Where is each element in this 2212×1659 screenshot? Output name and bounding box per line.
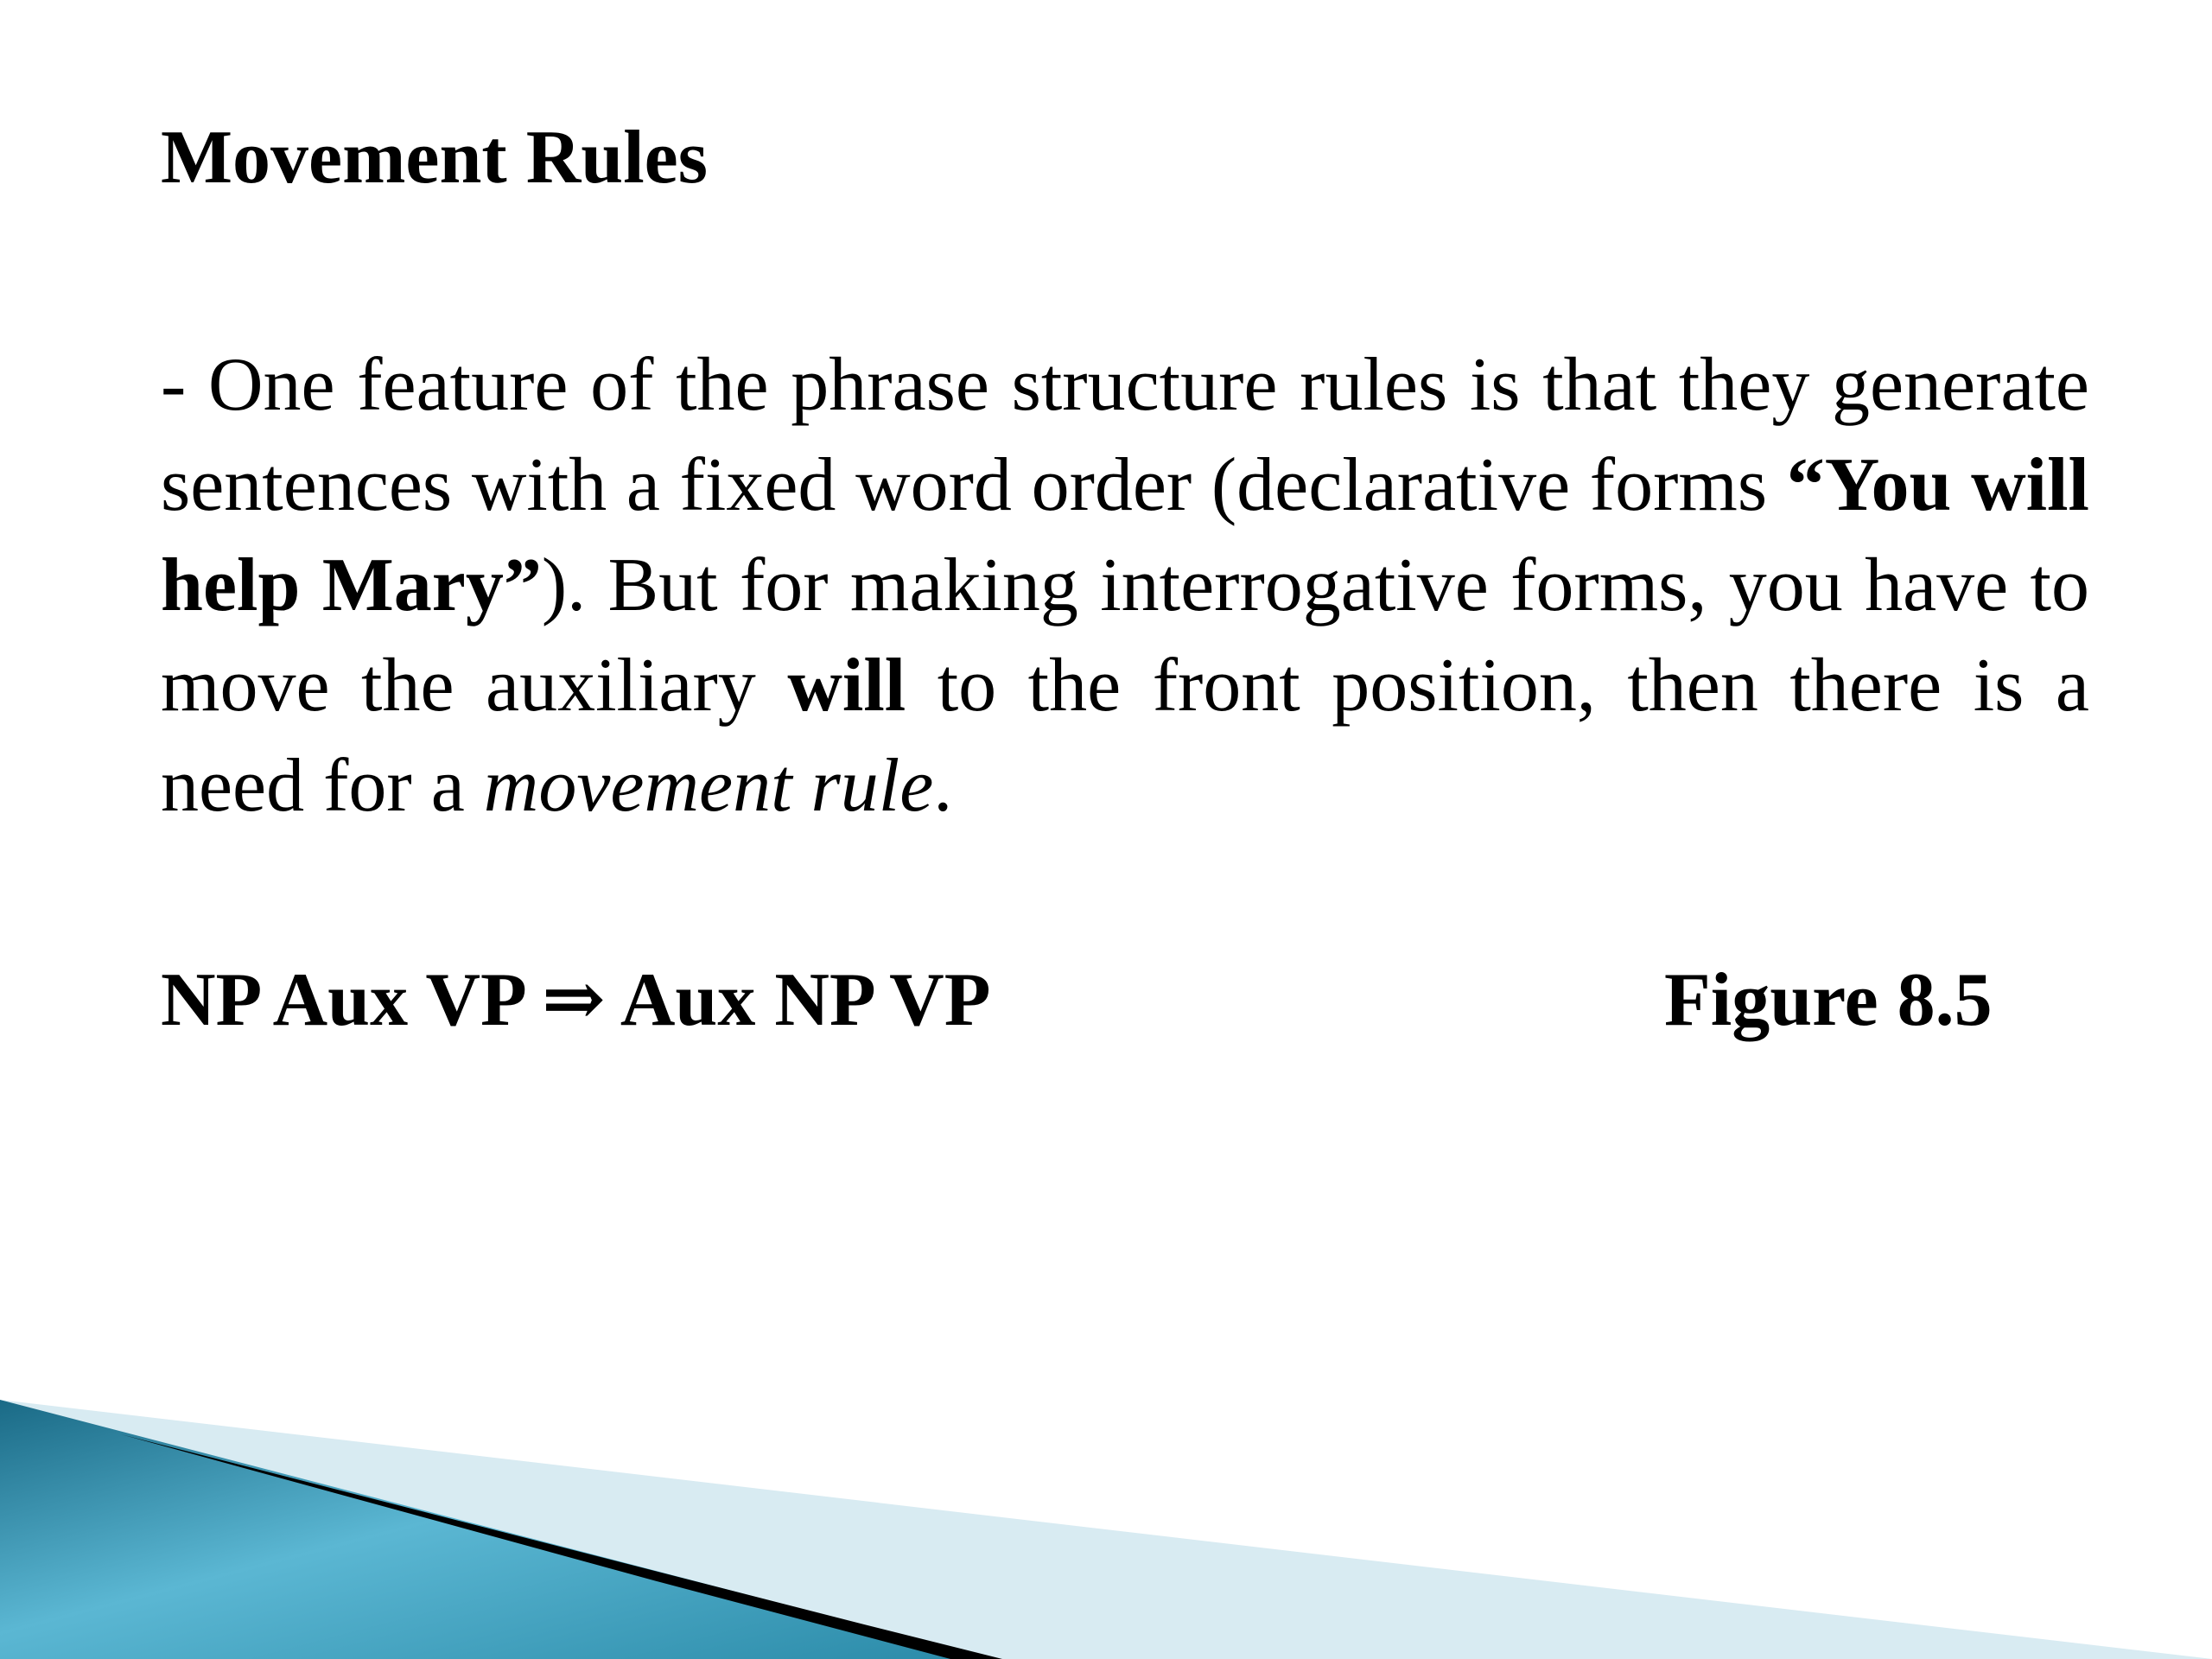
rule-line xyxy=(161,950,2027,1051)
auxiliary-term: will xyxy=(787,644,906,728)
movement-rule-term: movement rule xyxy=(483,744,934,828)
swoosh-black-stripe xyxy=(121,1434,1002,1659)
movement-rule-formula: NP Aux VP ⇒ Aux NP VP xyxy=(161,958,991,1042)
swoosh-pale-band xyxy=(0,1400,2212,1659)
paragraph-text: ). But for making interrogative forms, you have to move the auxiliary xyxy=(161,543,2089,728)
paragraph-text: . xyxy=(933,744,953,828)
paragraph-text: - One feature of the phrase structure rules is that they generate sentences with a fixed word order (declarative forms xyxy=(161,343,2089,527)
paragraph-text: to the front position, then there is a need for a xyxy=(161,644,2089,828)
swoosh-teal-band xyxy=(0,1400,994,1659)
body-paragraph xyxy=(161,335,2089,836)
figure-label: Figure 8.5 xyxy=(1664,958,1993,1042)
example-sentence: “You will help Mary” xyxy=(161,443,2089,627)
slide-title: Movement Rules xyxy=(161,116,708,200)
